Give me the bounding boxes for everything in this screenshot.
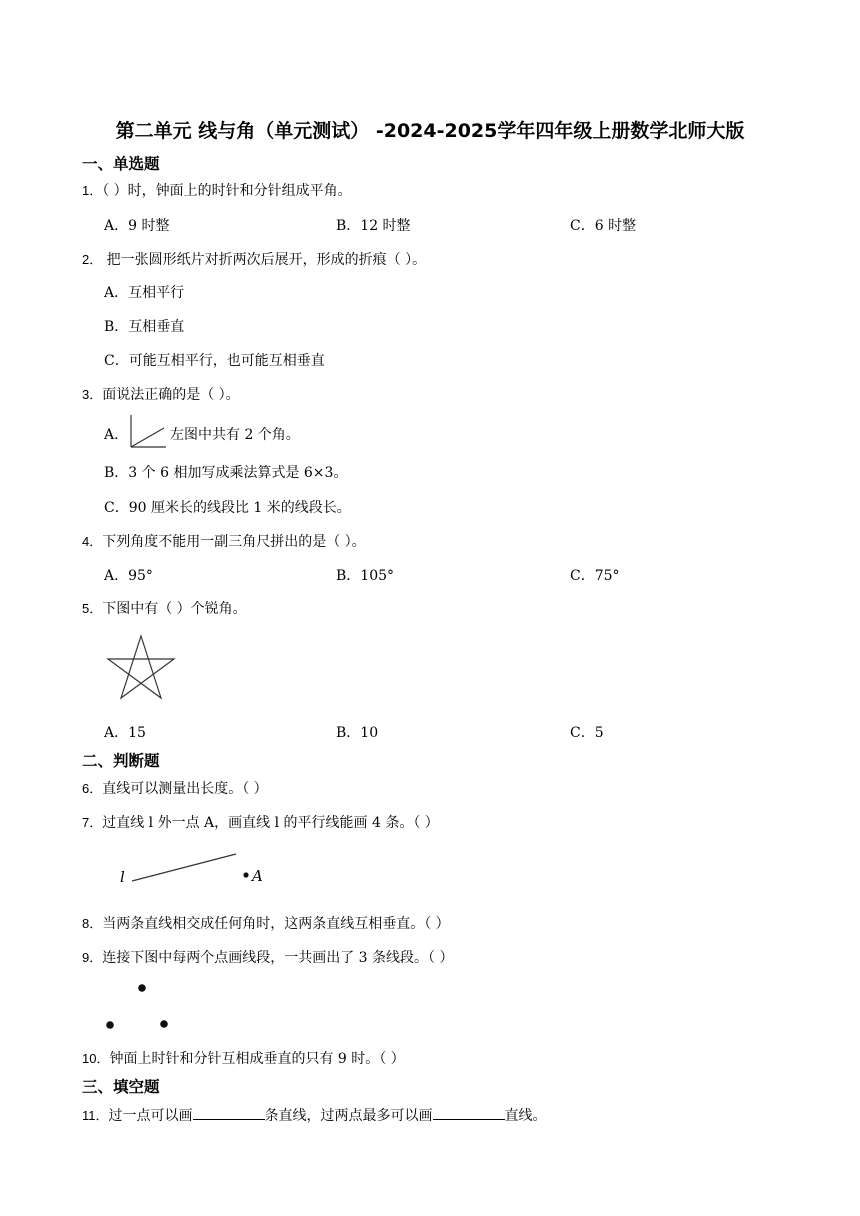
question-number: 4． xyxy=(82,534,103,549)
question-text: 钟面上时针和分针互相成垂直的只有 9 时。（ ） xyxy=(109,1051,405,1067)
question-number: 10． xyxy=(82,1051,110,1066)
star-figure xyxy=(106,634,176,700)
section-heading-fill-blank: 三、填空题 xyxy=(82,1078,160,1096)
q2-option-a: A．互相平行 xyxy=(104,285,185,301)
line-and-point-figure xyxy=(118,850,268,886)
question-text: 下列角度不能用一副三角尺拼出的是（ ）。 xyxy=(102,534,366,550)
question-number: 5． xyxy=(82,601,103,616)
q4-option-c: C．75° xyxy=(570,568,620,584)
q3-option-b: B．3 个 6 相加写成乘法算式是 6×3。 xyxy=(104,465,348,481)
q2-option-c: C．可能互相平行，也可能互相垂直 xyxy=(104,353,325,369)
section-heading-single-choice: 一、单选题 xyxy=(82,155,160,173)
question-5 xyxy=(82,598,247,618)
question-number: 6． xyxy=(82,781,103,796)
question-number: 7． xyxy=(82,815,103,830)
question-8 xyxy=(82,913,450,933)
question-text-part-1: 过一点可以画 xyxy=(108,1108,193,1124)
question-number: 11． xyxy=(82,1108,109,1123)
three-points-figure xyxy=(100,980,180,1036)
q5-option-a: A．15 xyxy=(104,725,146,741)
question-text: 下图中有（ ）个锐角。 xyxy=(102,601,247,617)
question-2 xyxy=(82,249,426,269)
q5-option-b: B．10 xyxy=(336,725,379,741)
q4-option-a: A．95° xyxy=(104,568,153,584)
question-text: 把一张圆形纸片对折两次后展开，形成的折痕（ ）。 xyxy=(102,252,427,268)
q3-option-c: C．90 厘米长的线段比 1 米的线段长。 xyxy=(104,500,351,516)
question-7 xyxy=(82,812,439,832)
section-heading-true-false: 二、判断题 xyxy=(82,752,160,770)
question-number: 8． xyxy=(82,916,103,931)
question-10 xyxy=(82,1048,405,1068)
question-1 xyxy=(82,180,352,200)
point-label-a: A xyxy=(252,867,263,885)
q4-option-b: B．105° xyxy=(336,568,395,584)
question-4 xyxy=(82,531,366,551)
q1-option-c: C．6 时整 xyxy=(570,218,637,234)
line-label-l: l xyxy=(120,868,125,886)
question-text: 面说法正确的是（ ）。 xyxy=(102,387,240,403)
q5-option-c: C．5 xyxy=(570,725,604,741)
question-text: 直线可以测量出长度。（ ） xyxy=(102,781,268,797)
angle-figure xyxy=(128,414,168,450)
question-text-part-2: 条直线，过两点最多可以画 xyxy=(264,1108,433,1124)
question-11 xyxy=(82,1105,547,1125)
question-number: 3． xyxy=(82,387,103,402)
question-text: 当两条直线相交成任何角时，这两条直线互相垂直。（ ） xyxy=(102,916,450,932)
q3-option-a-text: 左图中共有 2 个角。 xyxy=(170,427,300,443)
question-number: 2． xyxy=(82,252,103,267)
question-6 xyxy=(82,778,268,798)
question-text: （ ）时，钟面上的时针和分针组成平角。 xyxy=(102,183,352,199)
question-3 xyxy=(82,384,240,404)
question-9 xyxy=(82,947,454,967)
answer-blank-2[interactable] xyxy=(433,1105,505,1120)
question-number: 9． xyxy=(82,950,103,965)
answer-blank-1[interactable] xyxy=(193,1105,265,1120)
page-title: 第二单元 线与角（单元测试） -2024-2025学年四年级上册数学北师大版 xyxy=(115,120,745,142)
q2-option-b: B．互相垂直 xyxy=(104,319,185,335)
q1-option-b: B．12 时整 xyxy=(336,218,411,234)
question-number: 1． xyxy=(82,183,103,198)
question-text: 连接下图中每两个点画线段，一共画出了 3 条线段。（ ） xyxy=(102,950,454,966)
q1-option-a: A．9 时整 xyxy=(104,218,170,234)
q3-option-a-label: A． xyxy=(104,427,129,443)
question-text-part-3: 直线。 xyxy=(504,1108,547,1124)
question-text: 过直线 l 外一点 A，画直线 l 的平行线能画 4 条。（ ） xyxy=(102,815,439,831)
